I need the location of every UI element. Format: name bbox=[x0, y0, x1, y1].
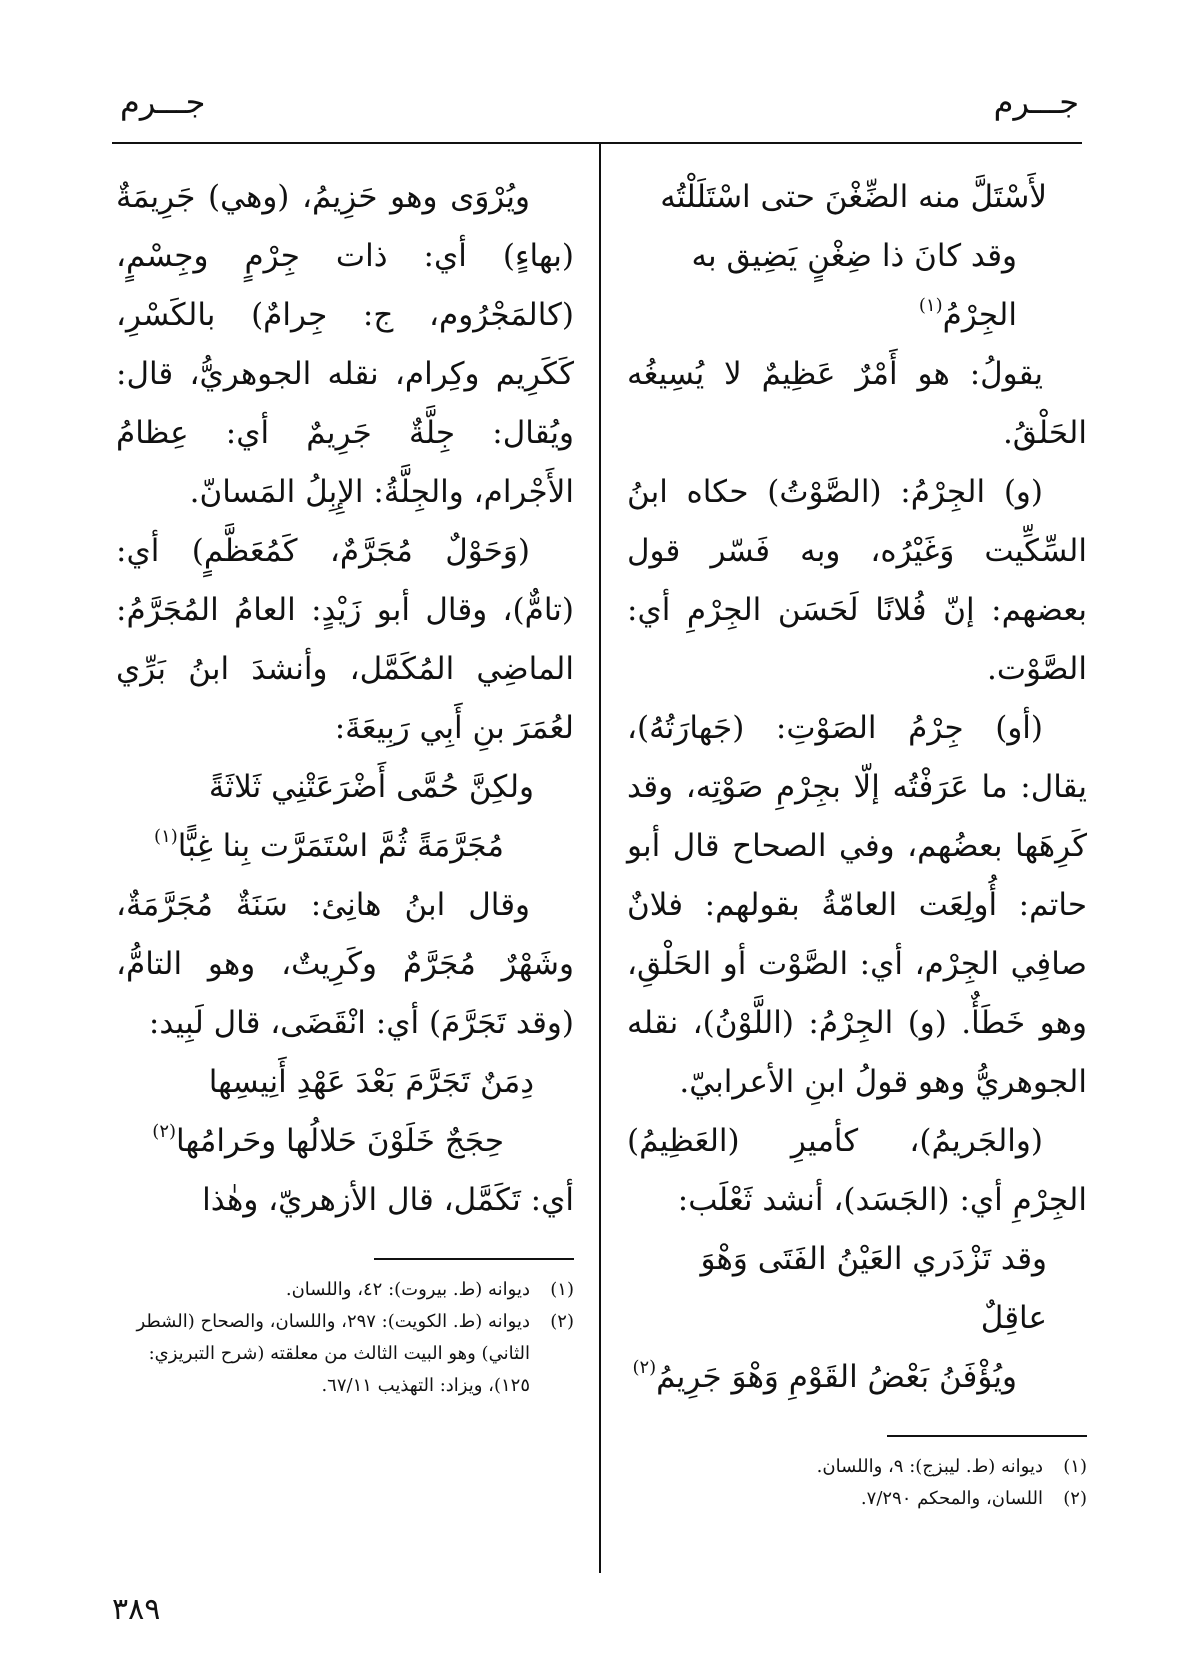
paragraph: ويُرْوَى وهو حَزِيمُ، (وهي) جَرِيمَةٌ (بهاءٍ) أي: ذات جِرْمٍ وجِسْمٍ، (كالمَجْرُوم، ج: جِرامٌ) بالكَسْرِ، كَكَرِيم وكِرام، نقله الجوهريُّ، قال: ويُقال: جِلَّةٌ جَرِيمٌ أي: عِظامُ الأَجْرام، والجِلَّةُ: الإِبِلُ المَسانّ. bbox=[116, 179, 574, 510]
paragraph: (والجَريمُ)، كأميرِ (العَظِيمُ) الجِرْمِ أي: (الجَسَد)، أنشد ثَعْلَب: bbox=[627, 1123, 1087, 1218]
verse-text: وقد كانَ ذا ضِغْنٍ يَضِيق به الجِرْمُ bbox=[691, 238, 1017, 333]
footnote-text: اللسان، والمحكم ٧/٢٩٠. bbox=[860, 1488, 1043, 1509]
verse-line bbox=[627, 168, 1087, 227]
paragraph: (و) الجِرْمُ: (الصَّوْتُ) حكاه ابنُ السِّكِّيت وَغَيْرُه، وبه فَسّر قول بعضهم: إنّ فُلانًا لَحَسَن الجِرْمِ أي: الصَّوْت. bbox=[627, 474, 1087, 687]
footnote-rule bbox=[374, 1258, 574, 1260]
footnote-marker: (٢) bbox=[152, 1121, 177, 1142]
footnote-number: (١) bbox=[1063, 1456, 1087, 1477]
verse-text: حِجَجٌ خَلَوْنَ حَلالُها وحَرامُها bbox=[176, 1123, 504, 1159]
footnote-number: (٢) bbox=[1063, 1488, 1087, 1509]
paragraph: أي: تَكَمَّل، قال الأزهريّ، وهٰذا bbox=[202, 1182, 574, 1218]
verse-text: مُجَرَّمَةً ثُمَّ اسْتَمَرَّت بِنا غِبًّا bbox=[177, 828, 504, 864]
verse-line bbox=[116, 1112, 574, 1171]
footnote-text: ديوانه (ط. الكويت): ٢٩٧، واللسان، والصحاح (الشطر الثاني) وهو البيت الثالث من معلقته (شرح التبريزي: ١٢٥)، ويزاد: التهذيب ٦٧/١١. bbox=[136, 1311, 530, 1396]
verse-text: ولكِنَّ حُمَّى أَضْرَعَتْنِي ثَلاثَةً bbox=[208, 769, 534, 805]
running-head-right: جـــرم bbox=[993, 83, 1079, 121]
footnotes bbox=[627, 1451, 1087, 1515]
verse-line bbox=[116, 1053, 574, 1112]
verse-text: دِمَنٌ تَجَرَّمَ بَعْدَ عَهْدِ أَنِيسِها bbox=[208, 1064, 534, 1100]
footnote-marker: (١) bbox=[918, 295, 943, 316]
footnote-number: (١) bbox=[550, 1279, 574, 1300]
footnote-text: ديوانه (ط. بيروت): ٤٢، واللسان. bbox=[285, 1279, 530, 1300]
verse-line bbox=[627, 1348, 1087, 1407]
right-column bbox=[627, 168, 1087, 1515]
verse-line bbox=[627, 1230, 1087, 1348]
footnote bbox=[116, 1274, 574, 1306]
footnote bbox=[627, 1483, 1087, 1515]
footnote bbox=[116, 1306, 574, 1402]
footnote-rule bbox=[887, 1435, 1087, 1437]
footnote-marker: (٢) bbox=[632, 1357, 657, 1378]
header-rule bbox=[112, 142, 1082, 144]
running-head-left: جـــرم bbox=[120, 83, 206, 121]
left-column bbox=[116, 168, 574, 1402]
verse-text: وقد تَزْدَري العَيْنُ الفَتَى وَهْوَ عاقِلٌ bbox=[700, 1241, 1047, 1336]
footnotes bbox=[116, 1274, 574, 1402]
column-divider bbox=[599, 143, 601, 1573]
verse-text: لأَسْتَلَّ منه الضِّغْنَ حتى اسْتَلَلْتُه bbox=[660, 179, 1047, 215]
footnote-text: ديوانه (ط. ليبزج): ٩، واللسان. bbox=[816, 1456, 1043, 1477]
footnote-number: (٢) bbox=[550, 1311, 574, 1332]
footnote bbox=[627, 1451, 1087, 1483]
verse-line bbox=[627, 227, 1087, 345]
verse-text: ويُؤْفَنُ بَعْضُ القَوْمِ وَهْوَ جَرِيمُ bbox=[656, 1359, 1017, 1395]
paragraph: وقال ابنُ هانِئ: سَنَةٌ مُجَرَّمَةٌ، وشَهْرٌ مُجَرَّمٌ وكَرِيتٌ، وهو التامُّ، (وقد تَجَرَّمَ) أي: انْقَضَى، قال لَبِيد: bbox=[116, 887, 574, 1041]
page-number: ٣٨٩ bbox=[112, 1592, 161, 1627]
paragraph: (أو) جِرْمُ الصَوْتِ: (جَهارَتُهُ)، يقال: ما عَرَفْتُه إلّا بجِرْمِ صَوْتِه، وقد كَرِهَها بعضُهم، وفي الصحاح قال أبو حاتم: أُولِعَت العامّةُ بقولهم: فلانٌ صافِي الجِرْم، أي: الصَّوْت أو الحَلْقِ، وهو خَطَأٌ. (و) الجِرْمُ: (اللَّوْنُ)، نقله الجوهريُّ وهو قولُ ابنِ الأعرابيّ. bbox=[627, 710, 1087, 1100]
footnote-marker: (١) bbox=[154, 826, 178, 847]
verse-line bbox=[116, 758, 574, 817]
paragraph: (وَحَوْلٌ مُجَرَّمٌ، كَمُعَظَّمٍ) أي: (تامٌّ)، وقال أبو زَيْدٍ: العامُ المُجَرَّمُ: الماضِي المُكَمَّل، وأنشدَ ابنُ بَرِّي لعُمَرَ بنِ أَبِي رَبِيعَةَ: bbox=[116, 533, 574, 746]
paragraph: يقولُ: هو أَمْرٌ عَظِيمٌ لا يُسِيغُه الحَلْقُ. bbox=[627, 356, 1087, 451]
verse-line bbox=[116, 817, 574, 876]
